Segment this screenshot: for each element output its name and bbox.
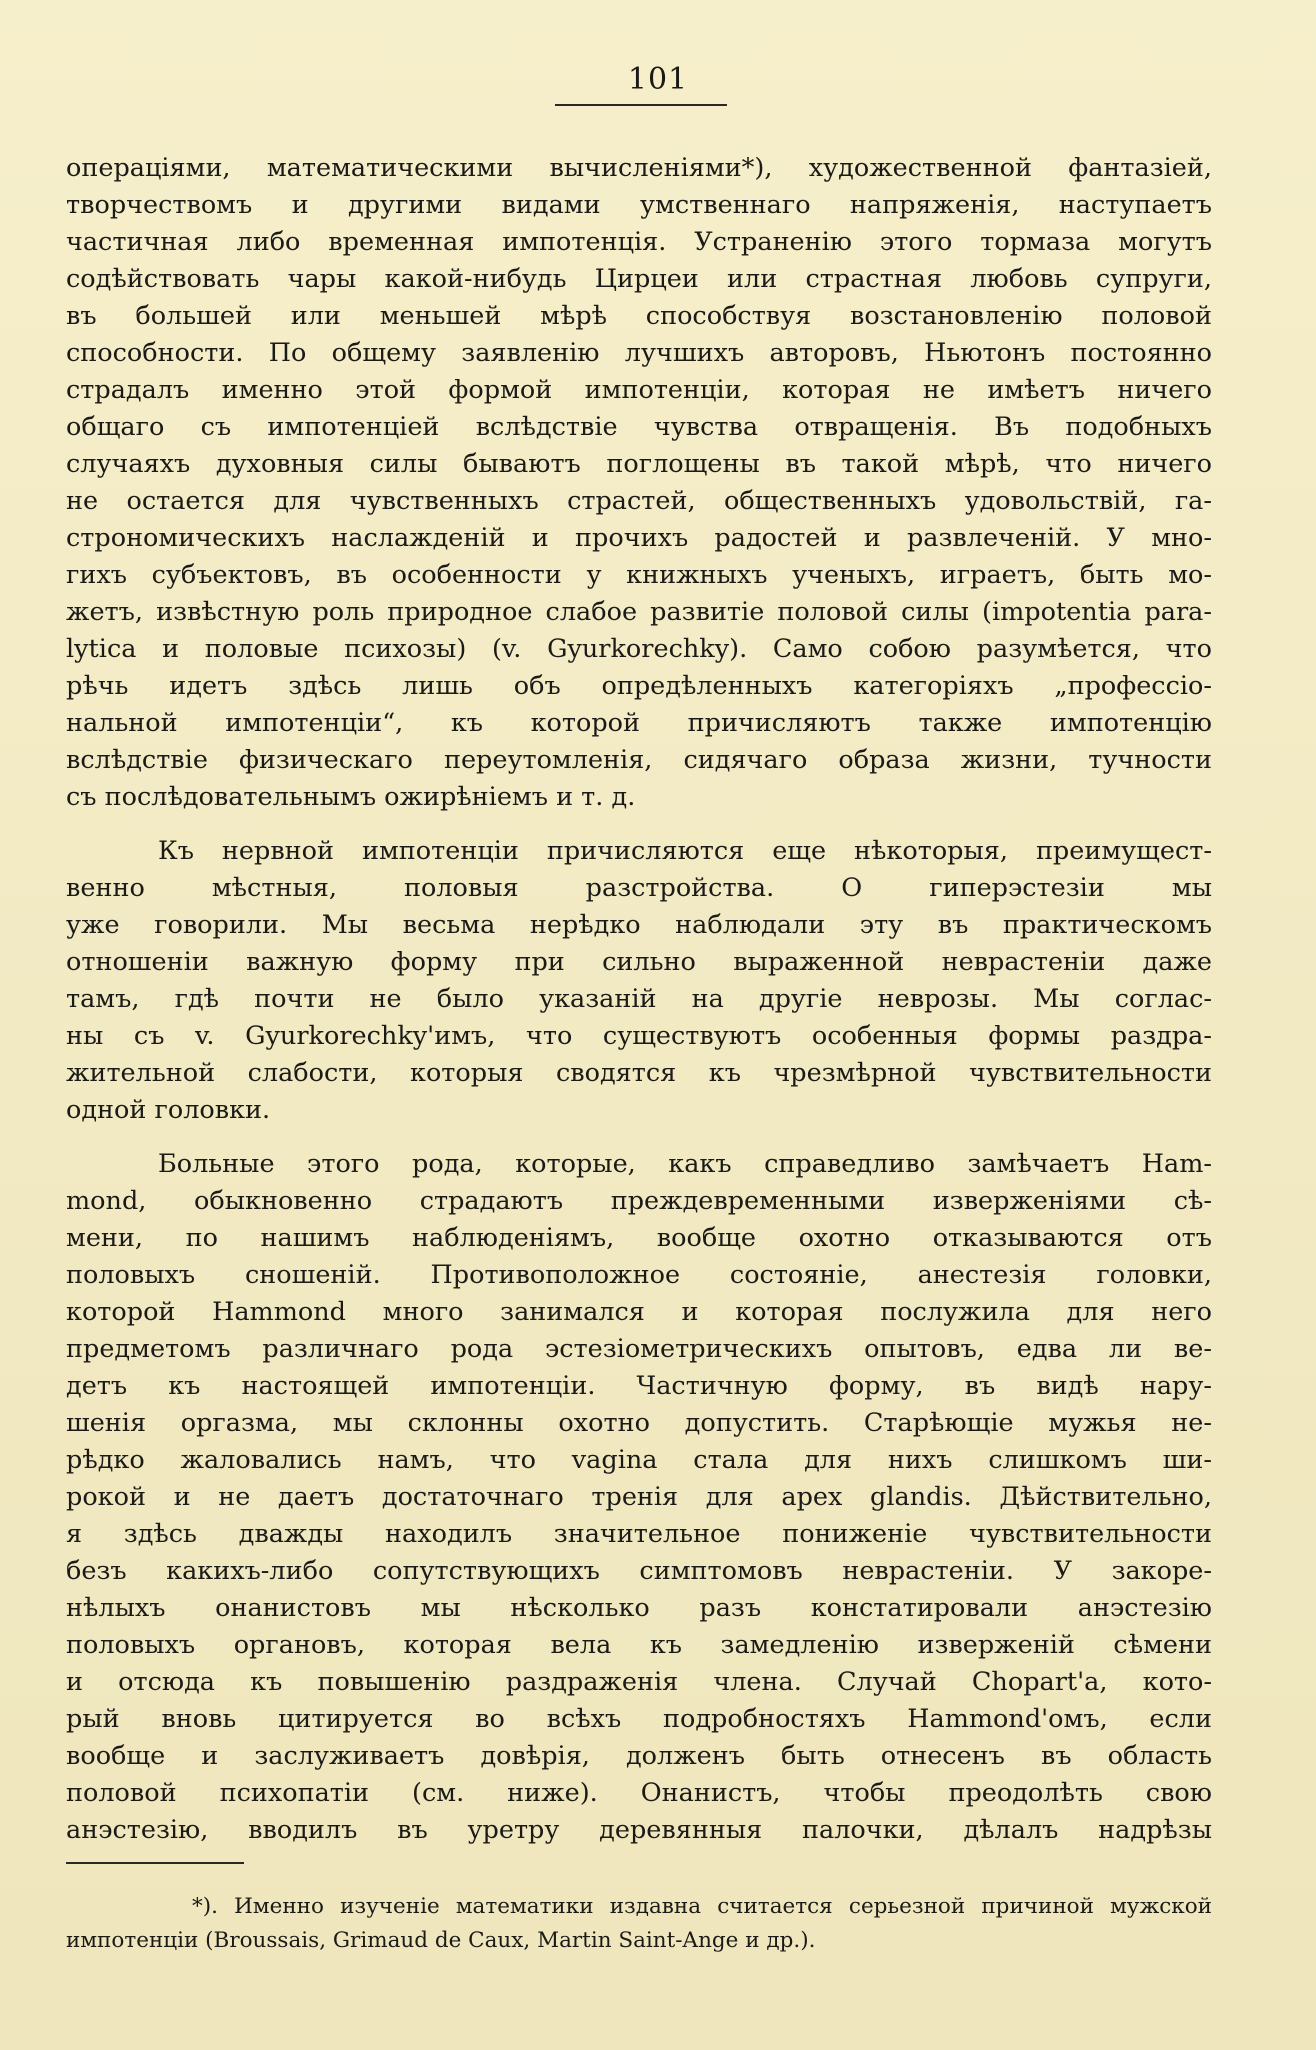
body-text <box>66 150 1212 1849</box>
text-line: съ послѣдовательнымъ ожирѣніемъ и т. д. <box>66 782 636 812</box>
text-line: одной головки. <box>66 1095 271 1125</box>
text-line: содѣйствовать чары какой-нибудь Цирцеи или страстная любовь супруги, <box>66 264 1212 294</box>
text-line: общаго съ импотенціей вслѣдствіе чувства отвращенія. Въ подобныхъ <box>66 412 1212 442</box>
text-line: рый вновь цитируется во всѣхъ подробностяхъ Hammond'омъ, если <box>66 1704 1212 1734</box>
text-line: тамъ, гдѣ почти не было указаній на другіе неврозы. Мы соглас- <box>66 984 1212 1014</box>
text-line: частичная либо временная импотенція. Устраненію этого тормаза могутъ <box>66 227 1212 257</box>
paragraph <box>66 150 1212 816</box>
text-line: Къ нервной импотенціи причисляются еще нѣкоторыя, преимущест- <box>158 836 1212 866</box>
text-line: уже говорили. Мы весьма нерѣдко наблюдали эту въ практическомъ <box>66 910 1212 940</box>
footnote-line: *). Именно изученіе математики издавна считается серьезной причиной мужской <box>192 1894 1212 1919</box>
text-line: ны съ v. Gyurkorechky'имъ, что существуютъ особенныя формы раздра- <box>66 1021 1212 1051</box>
text-line: строномическихъ наслажденій и прочихъ радостей и развлеченій. У мно- <box>66 523 1212 553</box>
text-line: вообще и заслуживаетъ довѣрія, долженъ быть отнесенъ въ область <box>66 1741 1212 1771</box>
text-line: безъ какихъ-либо сопутствующихъ симптомовъ неврастеніи. У закоре- <box>66 1556 1212 1586</box>
text-line: жетъ, извѣстную роль природное слабое развитіе половой силы (impotentia para- <box>66 597 1212 627</box>
text-line: не остается для чувственныхъ страстей, общественныхъ удовольствій, га- <box>66 486 1212 516</box>
paragraph <box>66 833 1212 1129</box>
footnote <box>66 1890 1212 1958</box>
text-line: и отсюда къ повышенію раздраженія члена. Случай Chopart'а, кото- <box>66 1667 1212 1697</box>
header-rule <box>555 104 727 106</box>
text-line: венно мѣстныя, половыя разстройства. О гиперэстезіи мы <box>66 873 1212 903</box>
text-line: половой психопатіи (см. ниже). Онанистъ, чтобы преодолѣть свою <box>66 1778 1212 1808</box>
paragraph-gap <box>66 1129 1212 1146</box>
text-line: гихъ субъектовъ, въ особенности у книжныхъ ученыхъ, играетъ, быть мо- <box>66 560 1212 590</box>
text-line: операціями, математическими вычисленіями*), художественной фантазіей, <box>66 153 1212 183</box>
footnote-rule <box>66 1862 244 1864</box>
text-line: жительной слабости, которыя сводятся къ чрезмѣрной чувствительности <box>66 1058 1212 1088</box>
text-line: половыхъ органовъ, которая вела къ замедленію изверженій сѣмени <box>66 1630 1212 1660</box>
text-line: вслѣдствіе физическаго переутомленія, сидячаго образа жизни, тучности <box>66 745 1212 775</box>
text-line: творчествомъ и другими видами умственнаго напряженія, наступаетъ <box>66 190 1212 220</box>
text-line: отношеніи важную форму при сильно выраженной неврастеніи даже <box>66 947 1212 977</box>
text-line: Больные этого рода, которые, какъ справедливо замѣчаетъ Ham- <box>158 1149 1212 1179</box>
text-line: случаяхъ духовныя силы бываютъ поглощены въ такой мѣрѣ, что ничего <box>66 449 1212 479</box>
footnote-line: импотенціи (Broussais, Grimaud de Caux, Martin Saint-Ange и др.). <box>66 1928 816 1953</box>
text-line: нѣлыхъ онанистовъ мы нѣсколько разъ констатировали анэстезію <box>66 1593 1212 1623</box>
text-line: половыхъ сношеній. Противоположное состояніе, анестезія головки, <box>66 1260 1212 1290</box>
text-line: рѣдко жаловались намъ, что vagina стала для нихъ слишкомъ ши- <box>66 1445 1212 1475</box>
text-line: рокой и не даетъ достаточнаго тренія для apex glandis. Дѣйствительно, <box>66 1482 1212 1512</box>
text-line: шенія оргазма, мы склонны охотно допустить. Старѣющіе мужья не- <box>66 1408 1212 1438</box>
text-line: я здѣсь дважды находилъ значительное пониженіе чувствительности <box>66 1519 1212 1549</box>
text-line: предметомъ различнаго рода эстезіометрическихъ опытовъ, едва ли ве- <box>66 1334 1212 1364</box>
text-line: рѣчь идетъ здѣсь лишь объ опредѣленныхъ категоріяхъ „профессіо- <box>66 671 1212 701</box>
text-line: способности. По общему заявленію лучшихъ авторовъ, Ньютонъ постоянно <box>66 338 1212 368</box>
text-line: страдалъ именно этой формой импотенціи, которая не имѣетъ ничего <box>66 375 1212 405</box>
text-line: мени, по нашимъ наблюденіямъ, вообще охотно отказываются отъ <box>66 1223 1212 1253</box>
text-line: mond, обыкновенно страдаютъ преждевременными изверженіями сѣ- <box>66 1186 1212 1216</box>
text-line: детъ къ настоящей импотенціи. Частичную форму, въ видѣ нару- <box>66 1371 1212 1401</box>
page-number: 101 <box>627 62 689 97</box>
text-line: анэстезію, вводилъ въ уретру деревянныя палочки, дѣлалъ надрѣзы <box>66 1815 1212 1845</box>
text-line: нальной импотенціи“, къ которой причисляютъ также импотенцію <box>66 708 1212 738</box>
text-line: въ большей или меньшей мѣрѣ способствуя возстановленію половой <box>66 301 1212 331</box>
text-line: lytica и половые психозы) (v. Gyurkorechky). Само собою разумѣется, что <box>66 634 1212 664</box>
text-line: которой Hammond много занимался и которая послужила для него <box>66 1297 1212 1327</box>
paragraph <box>66 1146 1212 1849</box>
paragraph-gap <box>66 816 1212 833</box>
